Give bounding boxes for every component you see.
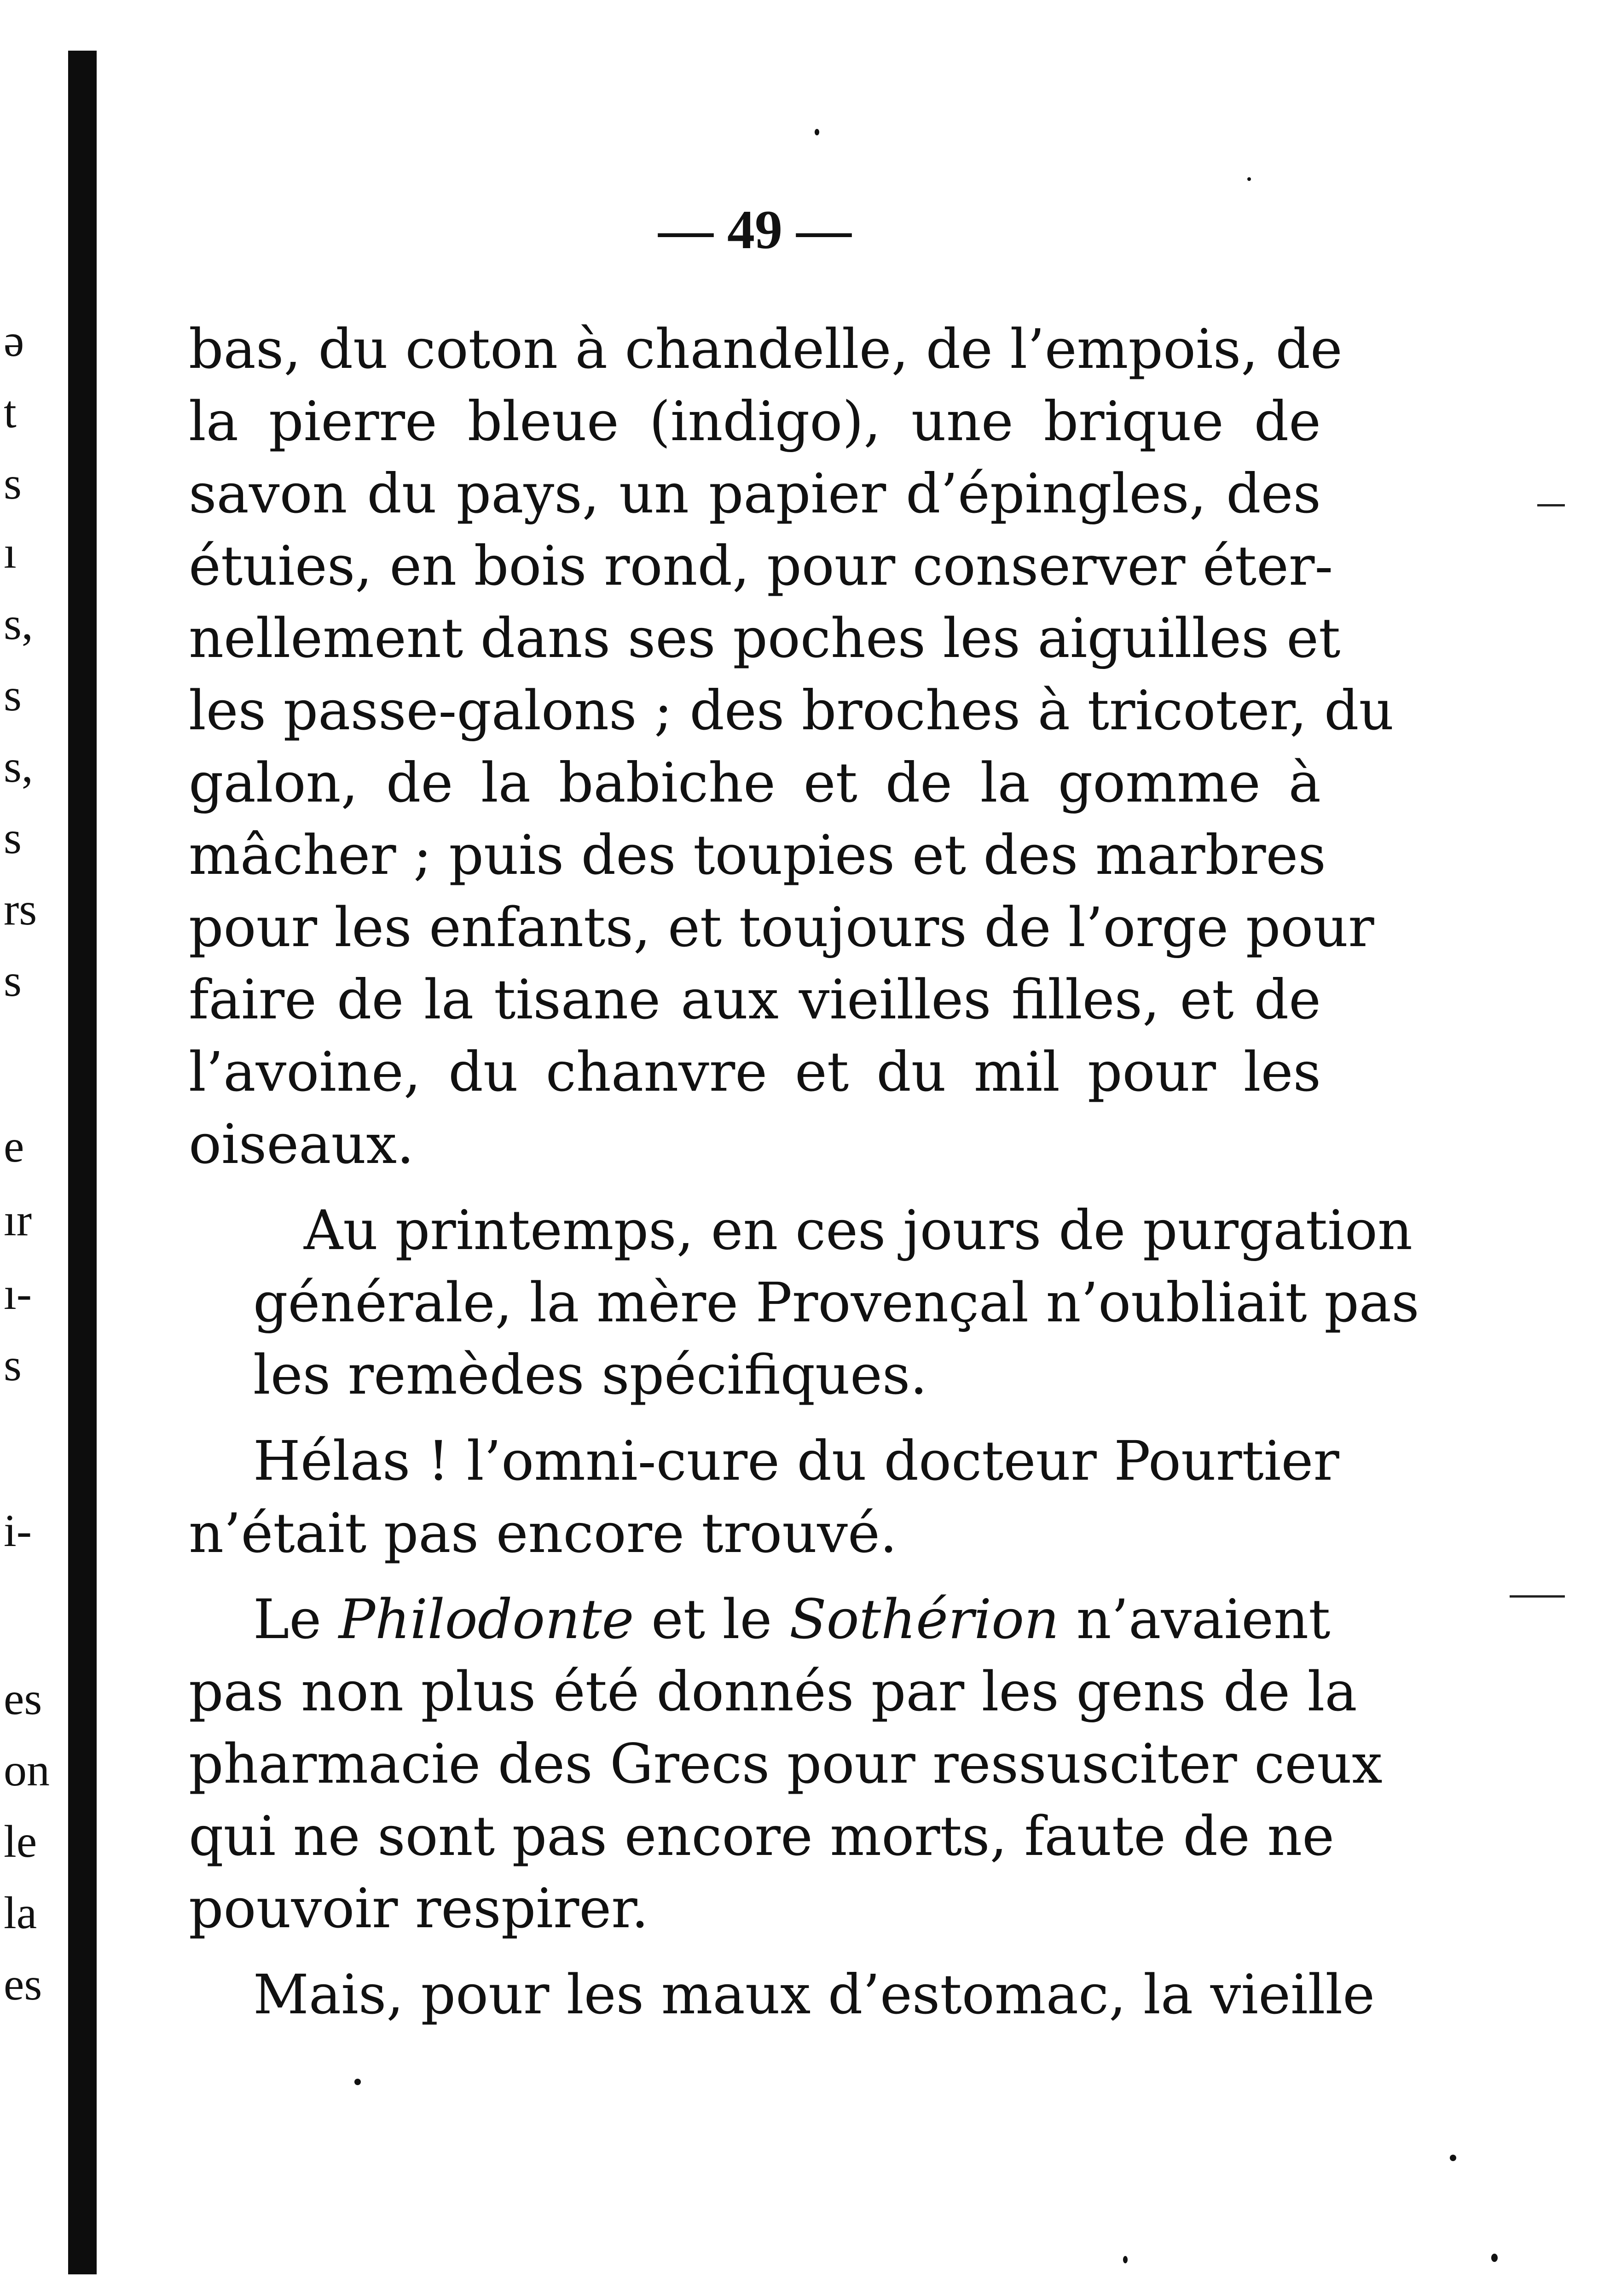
margin-fragment: ı (4, 527, 17, 578)
text-line: Au printemps, en ces jours de purgation (304, 1198, 1413, 1262)
paragraph-1 (189, 313, 1394, 1180)
text-line: pouvoir respirer. (189, 1877, 649, 1940)
text-line: savon du pays, un papier d’épingles, des (189, 462, 1321, 525)
text-line: nellement dans ses poches les aiguilles et (189, 606, 1341, 670)
margin-fragment: s (4, 669, 22, 721)
margin-fragment: la (4, 1887, 37, 1938)
text-line: oiseaux. (189, 1112, 414, 1176)
text-line: galon, de la babiche et de la gomme à (189, 751, 1321, 814)
text-line: Mais, pour les maux d’estomac, la vieille (253, 1963, 1375, 2026)
scan-mark (1510, 1595, 1565, 1598)
margin-fragment: s (4, 812, 22, 863)
scan-speck (1450, 2155, 1456, 2161)
margin-fragment: le (4, 1816, 37, 1867)
margin-fragment: s (4, 458, 22, 509)
margin-fragment: i- (4, 1505, 32, 1556)
text-line: Le Philodonte et le Sothérion n’avaient (253, 1587, 1331, 1651)
margin-fragment: s, (4, 598, 33, 649)
margin-fragment: es (4, 1673, 42, 1724)
paragraph-2 (189, 1194, 1419, 1411)
margin-fragment: s, (4, 741, 33, 792)
italic-term: Philodonte (338, 1587, 634, 1651)
body-text (189, 313, 1419, 2031)
paragraph-4 (189, 1583, 1383, 1945)
text-line: générale, la mère Provençal n’oubliait pas (253, 1271, 1419, 1334)
text-line: mâcher ; puis des toupies et des marbres (189, 823, 1326, 887)
text-line: bas, du coton à chandelle, de l’empois, de (189, 317, 1343, 381)
scan-speck (815, 129, 819, 135)
adjacent-page-fragments (0, 0, 64, 2296)
binding-gutter-shadow (68, 51, 97, 2274)
scan-mark (1537, 504, 1565, 506)
text-line: faire de la tisane aux vieilles filles, et de (189, 968, 1321, 1031)
margin-fragment: es (4, 1959, 42, 2010)
italic-term: Sothérion (789, 1587, 1060, 1651)
margin-fragment: ı- (4, 1268, 32, 1319)
margin-fragment: s (4, 1339, 22, 1390)
paragraph-5 (189, 1959, 1375, 2031)
margin-fragment: ə (4, 315, 24, 366)
text-line: qui ne sont pas encore morts, faute de ne (189, 1804, 1335, 1868)
text-line: n’était pas encore trouvé. (189, 1501, 897, 1565)
margin-fragment: s (4, 955, 22, 1006)
margin-fragment: e (4, 1121, 24, 1172)
text-line: pour les enfants, et toujours de l’orge pour (189, 895, 1374, 959)
margin-fragment: rs (4, 884, 37, 935)
margin-fragment: ır (4, 1194, 32, 1245)
page-number: — 49 — (658, 199, 851, 260)
text-line: Hélas ! l’omni-cure du docteur Pourtier (253, 1429, 1339, 1493)
scan-speck (1491, 2254, 1498, 2262)
scan-speck (354, 2079, 361, 2085)
text-line: les passe-galons ; des broches à tricoter, du (189, 679, 1394, 742)
text-line: la pierre bleue (indigo), une brique de (189, 389, 1321, 453)
text-line: pharmacie des Grecs pour ressusciter ceux (189, 1732, 1383, 1796)
text-line: pas non plus été donnés par les gens de la (189, 1660, 1357, 1723)
margin-fragment: t (4, 386, 17, 437)
paragraph-3 (189, 1425, 1339, 1569)
scan-speck (1123, 2256, 1128, 2263)
text-line: l’avoine, du chanvre et du mil pour les (189, 1040, 1321, 1104)
scan-speck (1247, 177, 1251, 181)
text-line: étuies, en bois rond, pour conserver éter- (189, 534, 1333, 598)
margin-fragment: on (4, 1744, 50, 1796)
text-line: les remèdes spécifiques. (253, 1343, 927, 1407)
